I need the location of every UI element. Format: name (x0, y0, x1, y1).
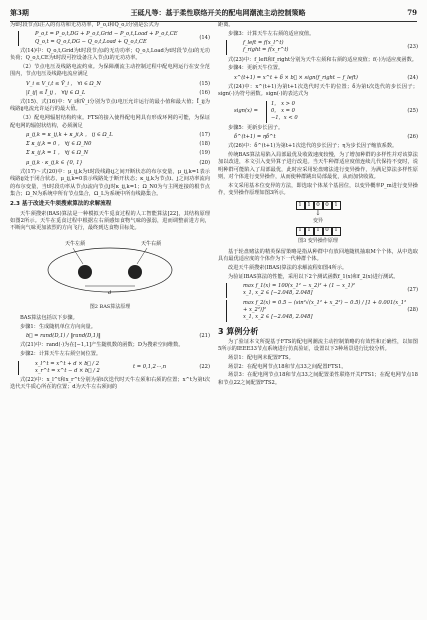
equation-line: f_left = f(x_l^t) (243, 40, 284, 47)
equation-18 (10, 141, 210, 148)
equation-number: (19) (199, 150, 210, 157)
equation-line: x_r^t = x^t − d × b⃗ / 2 (35, 367, 100, 374)
paragraph: 为验证IBAS算法的性能，采用以下2个测试函数f_1(x)和f_2(x)进行测试。 (228, 273, 399, 280)
right-column (218, 22, 418, 389)
bit-string-after (296, 227, 341, 236)
bit: 1 (332, 201, 341, 210)
figure-2 (10, 236, 210, 311)
equation-number: (15) (199, 80, 210, 87)
page-number: 79 (407, 8, 417, 17)
beetle-body-outline (48, 248, 172, 292)
equation-25 (218, 101, 418, 123)
section-heading: 2.3 基于改进天牛须搜索算法的求解流程 (10, 201, 112, 208)
equation-number: (18) (199, 141, 210, 148)
equation-line: Σ κ_ij,k = 0 ， ∀j ∈ Ω_N0 (26, 141, 92, 148)
equation-number: (22) (199, 364, 210, 371)
equation-23 (218, 40, 418, 55)
paragraph: 式(23)中：f_left和f_right分别为天牛左须和右须的适应度值；f(·)为适应度函数。 (228, 56, 417, 63)
paragraph: 式(17)～式(20)中：μ_ij,k为t时段线路ij之间开断状态的布尔变量，μ_ij,k=1表示线路ij处于闭合状态，μ_ij,k=0表示线路处于断开状态；κ_ij,k为节点i、j之间功率流向的布尔变量，当t时段功率从节点i流向节点j时κ_ij,k=1；Ω_N0为与主网连接的根节点集合；Ω_N为系统中所有节点集合，Ω_L为系统中所有线路集合。 (10, 169, 210, 197)
equation-number: (23) (407, 43, 418, 50)
equation-line: P_o,t = P_o,t,DG + P_o,t,Grid − P_o,t,Load + P_o,t,CE (35, 31, 178, 38)
paragraph: 步骤1：生成随机单位方向向量。 (20, 323, 96, 330)
equation-17 (10, 132, 210, 139)
equation-number: (26) (407, 133, 418, 140)
equation-line: |I_ij| ≤ Ī_ij ， ∀ij ∈ Ω_L (26, 89, 86, 96)
paragraph: 式(24)中：x^(t+1)为第t+1次迭代时天牛的位置；δ为第t次迭代的步长因子；sign(·)为符号函数。sign(·)的表达式为 (218, 84, 418, 98)
equation-16 (10, 90, 210, 97)
equation-number: (16) (199, 89, 210, 96)
paragraph: 基于轮盘赌法的精英保留策略是指从种群中有放回地随机抽取M个个体，从中选取具有最优适应度的个体作为下一代种群个体。 (218, 248, 418, 263)
paragraph: （3）配电网辐射结构约束。FTS的接入使得配电网具有形成环网的可能，为保证配电网的辐射状结构，必须满足 (10, 115, 210, 129)
scenario-item: 场景2：在配电网节点18和节点33之间配置FTS1。 (228, 363, 347, 370)
equation-28 (218, 300, 418, 322)
equation-number: (25) (407, 107, 418, 114)
bit: 0 (323, 227, 332, 236)
issue-number: 第3期 (10, 8, 29, 17)
equation-20 (10, 160, 210, 167)
equation-case: 0， x = 0 (270, 107, 295, 114)
bit: 1 (305, 201, 314, 210)
bit: 1 (296, 201, 305, 210)
equation-lhs: sign(x) = (234, 107, 258, 114)
left-column (10, 22, 210, 393)
mutation-label: 变异 (312, 218, 323, 225)
paragraph: 步骤5：更新步长因子。 (228, 124, 284, 131)
equation-line: x_1, x_2 ∈ [−2.048, 2.048] (243, 290, 313, 297)
equation-condition: t = 0,1,2⋯,n (133, 364, 167, 371)
paragraph: 为t时段节点i注入的有功和无功功率，P_o,i和Q_o,i分别是公式为 (10, 22, 159, 28)
equation-line: Σ κ_ij,k = 1 ， ∀j ∈ Ω_N (26, 150, 89, 157)
bit: 0 (323, 201, 332, 210)
paragraph: （2）节点电压及线路电流约束。为保障潮流主动控制过程中配电网运行在安全范围内，节点电压及线路电流应满足 (10, 63, 210, 78)
paragraph: 步骤2：计算天牛左右须空间位置。 (20, 351, 102, 358)
paragraph: 传统BAS算法易陷入局部最优及收敛速度较慢，为了增加种群的多样性并对该算法加以改进，本文引入变异算子进行改进。当天牛种群适应度值连续几代保持不变时，说明种群可能陷入了局部最优，此时应采用轮盘赌法进行变异操作，为满足算法多样性原则，对个体进行变异操作，从而使种群跳出局部最优，从而加快收敛。 (218, 151, 418, 180)
equation-line: V_i ≤ V_i,t ≤ V̄_i ， ∀i ∈ Ω_N (26, 80, 101, 87)
bit: 1 (332, 227, 341, 236)
running-header (10, 8, 417, 22)
right-antenna-label: 天牛右须 (141, 241, 162, 248)
bas-principle-diagram (35, 236, 185, 298)
paragraph: BAS算法包括以下步骤。 (20, 315, 78, 322)
bit: 1 (305, 227, 314, 236)
equation-number: (28) (407, 306, 418, 313)
equation-21 (10, 333, 210, 340)
paragraph: 式(26)中：δ^(t+1)为第t+1次迭代的步长因子；η为步长因子缩放系数。 (228, 143, 398, 150)
paragraph: 式(22)中：x_l^t和x_r^t分别为第t次迭代时天牛左须和右须的位置；x^t为第t次迭代天牛质心所在的位置；d为天牛左右须间的 (10, 377, 210, 391)
equation-line: Q_o,t = Q_o,t,DG − Q_o,t,Load + Q_o,t,CE (35, 38, 147, 45)
scenario-item: 场景1：配电网未配置FTS。 (228, 354, 294, 361)
running-title: 王砥凡等：基于柔性联络开关的配电网潮流主动控制策略 (130, 8, 306, 17)
right-antenna-tip (128, 265, 142, 279)
figure-3 (218, 201, 418, 245)
paragraph: 式(15)、式(16)中：V_i和V̄_i分别为节点i电压允许运行的最小值和最大值；Ī_ij为线路ij电流允许运行的最大值。 (10, 99, 210, 113)
left-antenna-tip (78, 265, 92, 279)
figure-caption: 图3 变异操作原理 (298, 237, 338, 244)
equation-number: (17) (199, 131, 210, 138)
equation-number: (21) (199, 333, 210, 340)
equation-case: −1，x < 0 (270, 115, 298, 122)
equation-19 (10, 150, 210, 157)
paragraph: 改进天牛须搜索(IBAS)算法的求解流程如图4所示。 (228, 264, 348, 271)
equation-line: x^(t+1) = x^t + δ × b⃗ × sign(f_right − f_left) (234, 74, 358, 81)
figure-caption: 图2 BAS算法原理 (89, 303, 131, 310)
equation-15 (10, 81, 210, 88)
equation-number: (20) (199, 159, 210, 166)
equation-27 (218, 283, 418, 298)
section-heading: 3 算例分析 (218, 326, 259, 336)
bit: 1 (296, 227, 305, 236)
equation-line: x_1, x_2 ∈ [−2.048, 2.048] (243, 314, 313, 321)
paragraph: 本文采用基本位变异的方法，即选取个体某个基因位，以变异概率P_m进行变异操作，变异操作原理如图3所示。 (218, 182, 418, 196)
equation-line: max f_1(x) = 100(x_1² − x_2)² + (1 − x_1)² (243, 283, 355, 290)
equation-number: (14) (199, 34, 210, 41)
scenario-item: 场景3：在配电网节点18和节点33之间配置柔性联络开关FTS1；在配电网节点18和节点22之间配置FTS2。 (218, 372, 418, 386)
paragraph: 为了验证本文所提基于FTS的配电网潮流主动控制策略的有效性和正确性，以如图5所示的IEEE33节点系统进行仿真验证，设置以下3种场景进行比较分析。 (218, 338, 418, 353)
equation-line: μ_ij,k = κ_ij,k + κ_ji,k ， ij ∈ Ω_L (26, 131, 113, 138)
paragraph: 天牛须搜索(BAS)算法是一种模拟天牛觅食过程的人工智能算法[22]，其结构原理如图2所示。天牛在觅食过程中根据左右须感知食物气味的强弱，进而调整前进方向，不断向气味更加浓烈的方向飞行，最终到达食物目标处。 (10, 210, 210, 232)
paragraph: 距离。 (218, 22, 234, 28)
equation-line: b⃗ = rand(D,1) / ‖rand(D,1)‖ (26, 333, 101, 340)
mutation-arrow-icon: ↓ (315, 209, 321, 218)
equation-24 (218, 75, 418, 82)
bit: 0 (314, 201, 323, 210)
left-antenna-label: 天牛左须 (65, 241, 86, 248)
equation-line: δ^(t+1) = ηδ^t (234, 133, 276, 140)
equation-line: f_right = f(x_r^t) (243, 47, 289, 54)
equation-22 (10, 361, 210, 376)
equation-14 (10, 31, 210, 46)
distance-label: d (108, 290, 112, 297)
equation-line: μ_ij,k · κ_ij,k ∈ {0, 1} (26, 159, 83, 166)
bit: 1 (314, 227, 323, 236)
equation-26 (218, 134, 418, 141)
paragraph: 式(14)中：Q_o,t,Grid为t时段节点i的无功功率；Q_o,t,Load为t时段节点i的无功负荷；Q_o,t,CE为t时段可控设备注入节点i的无功功率。 (10, 47, 210, 62)
equation-case: 1， x > 0 (270, 100, 295, 107)
equation-line: max f_2(x) = 0.5 − (sin²√(x_1² + x_2²) − 0.5) / [1 + 0.001(x_1² + x_2²)]² (243, 299, 407, 313)
equation-line: x_l^t = x^t + d × b⃗ / 2 (35, 360, 100, 367)
paragraph: 步骤3：计算天牛左右须的适应度值。 (228, 30, 315, 37)
paragraph: 式(21)中：rand(·)为在[−1,1]产生随机数的函数；D为搜索空间维数。 (20, 342, 184, 349)
equation-number: (24) (407, 74, 418, 81)
paragraph: 步骤4：更新天牛位置。 (228, 65, 284, 72)
equation-number: (27) (407, 286, 418, 293)
